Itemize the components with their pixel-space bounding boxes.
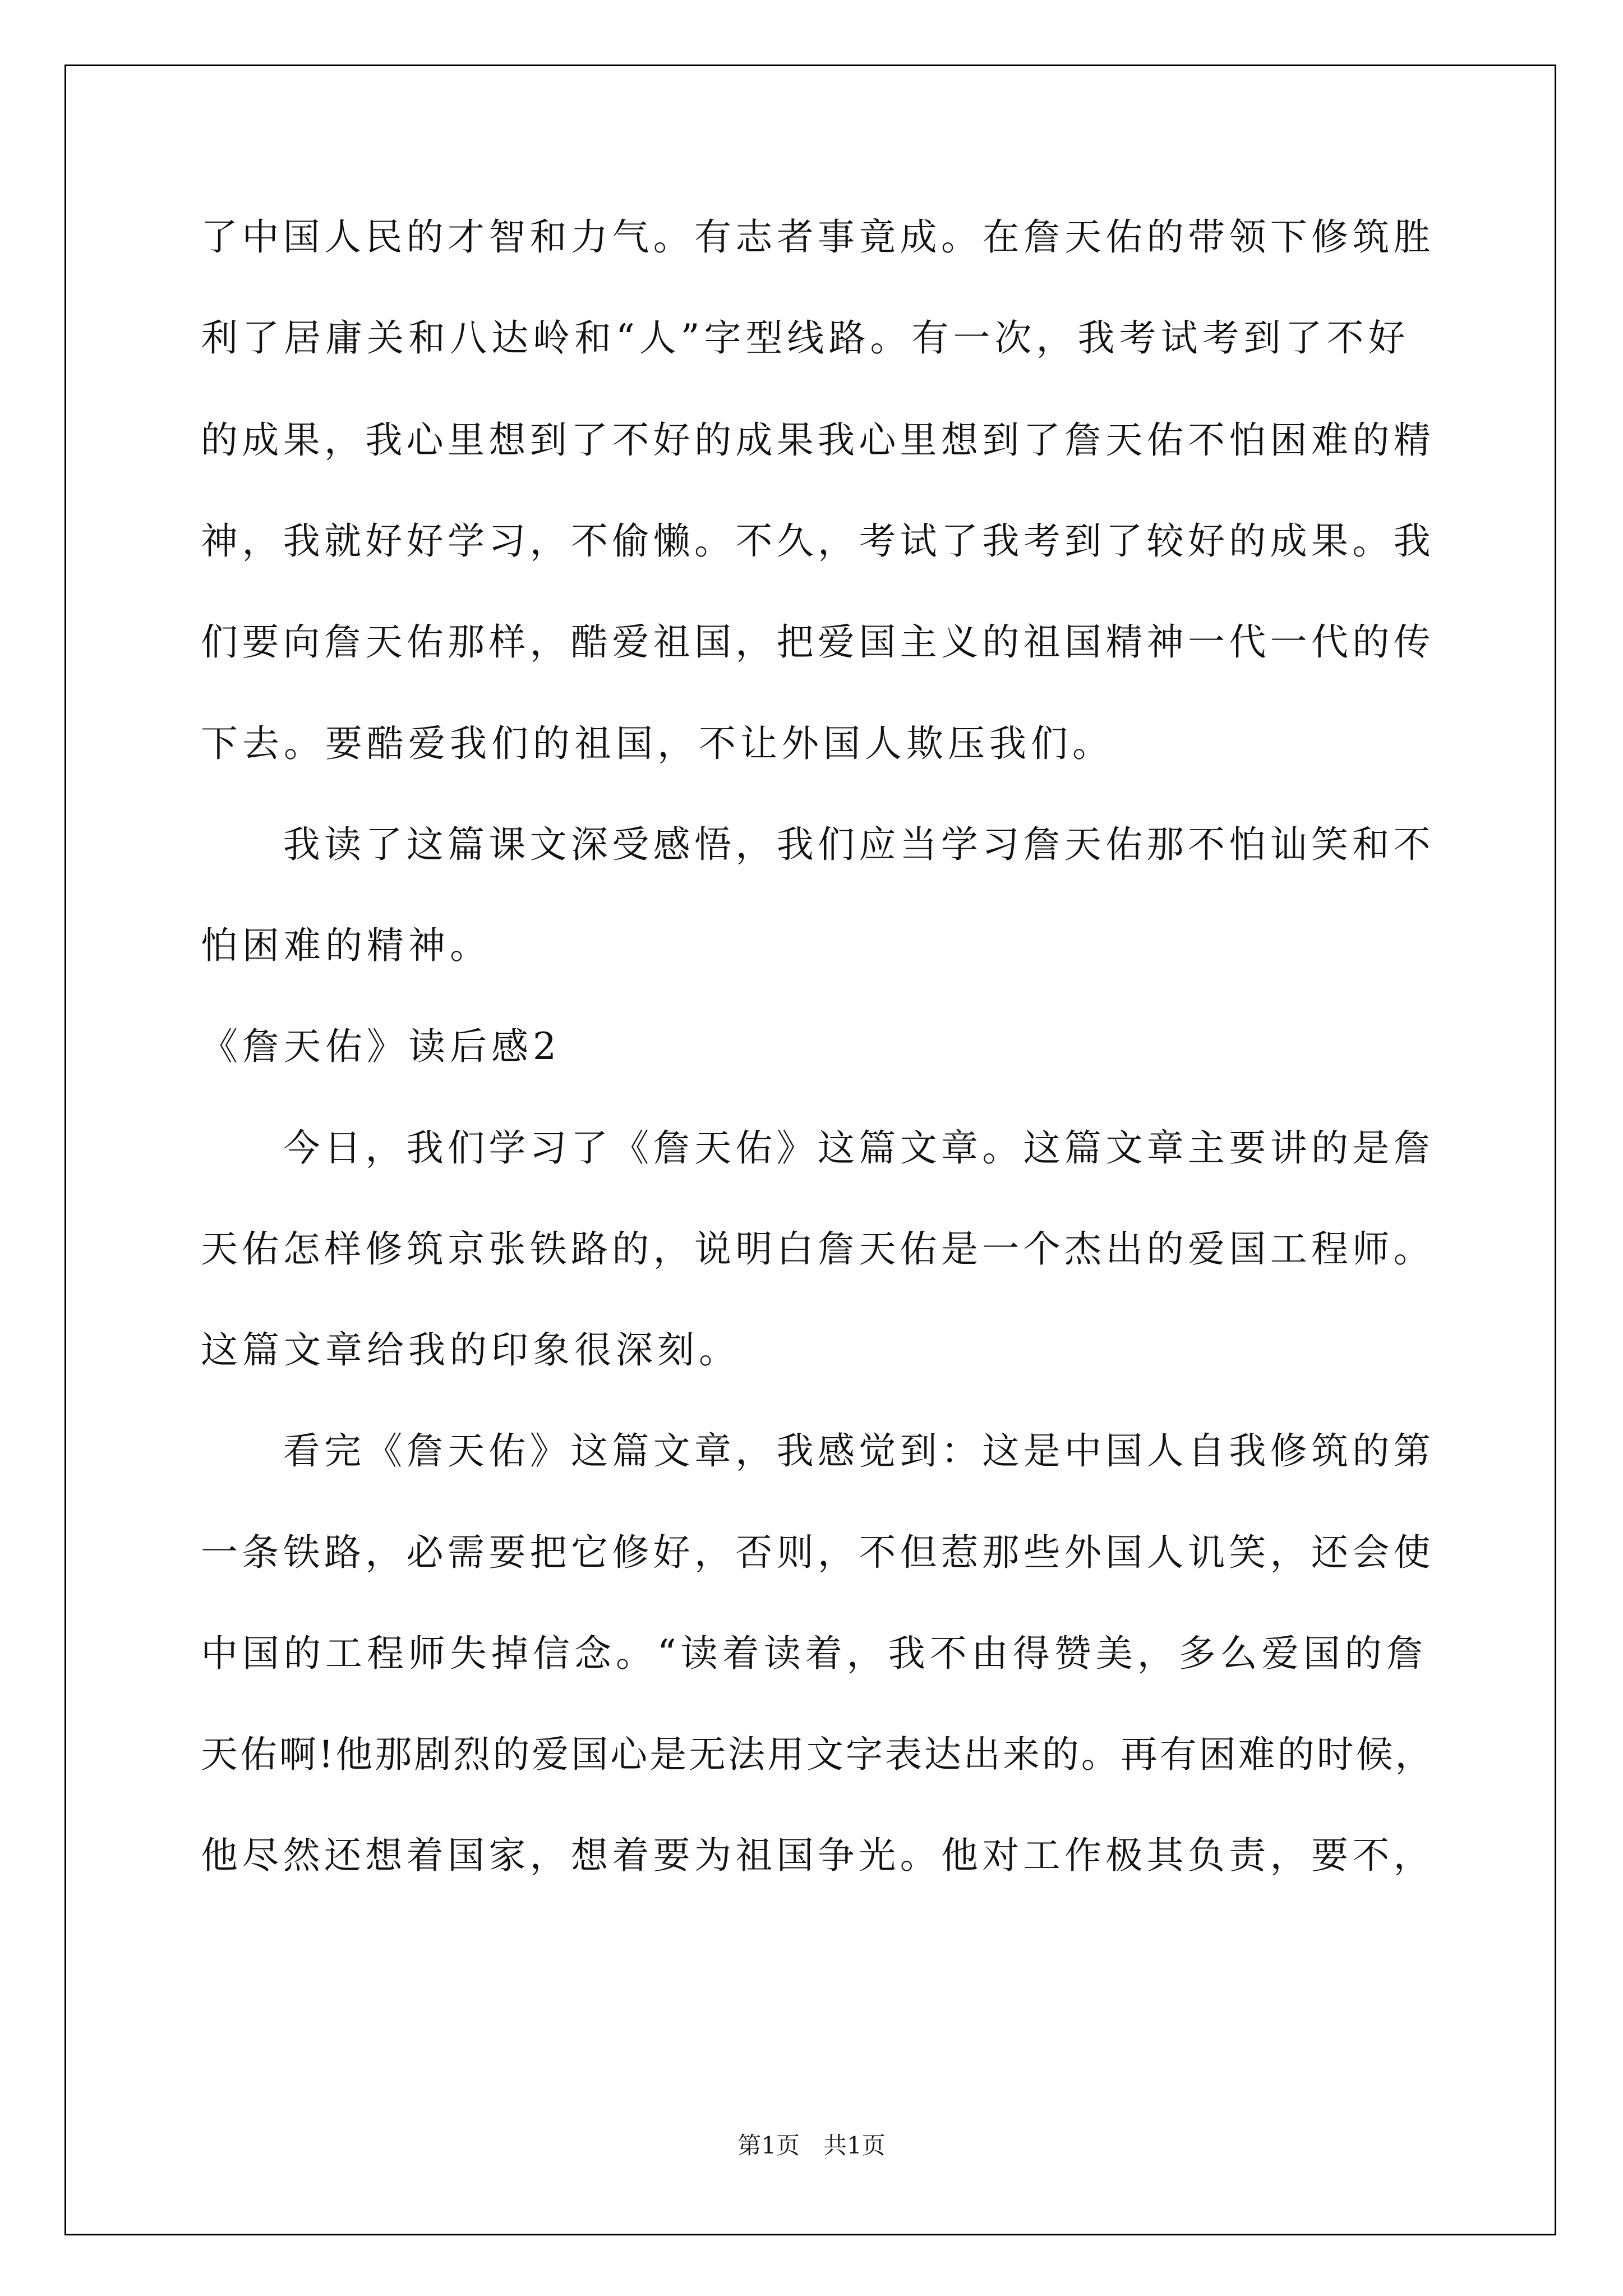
text-line-12: 这篇文章给我的印象很深刻。 xyxy=(201,1328,740,1372)
text-line-10: 今日，我们学习了《詹天佑》这篇文章。这篇文章主要讲的是詹 xyxy=(201,1126,1435,1170)
text-line-8: 怕困难的精神。 xyxy=(201,924,491,967)
page-number-footer: 第1页 共1页 xyxy=(737,2132,886,2159)
text-line-16: 天佑啊!他那剧烈的爱国心是无法用文字表达出来的。再有困难的时候， xyxy=(201,1733,1435,1776)
text-line-2: 利了居庸关和八达岭和“人”字型线路。有一次，我考试考到了不好 xyxy=(201,316,1410,360)
text-line-1: 了中国人民的才智和力气。有志者事竟成。在詹天佑的带领下修筑胜 xyxy=(201,215,1435,259)
text-line-17: 他尽然还想着国家，想着要为祖国争光。他对工作极其负责，要不， xyxy=(201,1834,1435,1877)
text-line-13: 看完《詹天佑》这篇文章，我感觉到：这是中国人自我修筑的第 xyxy=(201,1429,1435,1473)
section-heading: 《詹天佑》读后感2 xyxy=(201,1025,561,1068)
text-line-14: 一条铁路，必需要把它修好，否则，不但惹那些外国人讥笑，还会使 xyxy=(201,1531,1435,1574)
text-line-4: 神，我就好好学习，不偷懒。不久，考试了我考到了较好的成果。我 xyxy=(201,519,1435,563)
text-line-6: 下去。要酷爱我们的祖国，不让外国人欺压我们。 xyxy=(201,722,1114,765)
text-line-5: 们要向詹天佑那样，酷爱祖国，把爱国主义的祖国精神一代一代的传 xyxy=(201,620,1435,664)
text-line-11: 天佑怎样修筑京张铁路的，说明白詹天佑是一个杰出的爱国工程师。 xyxy=(201,1227,1435,1271)
text-line-15: 中国的工程师失掉信念。“读着读着，我不由得赞美，多么爱国的詹 xyxy=(201,1632,1428,1675)
text-line-3: 的成果，我心里想到了不好的成果我心里想到了詹天佑不怕困难的精 xyxy=(201,418,1435,462)
text-line-7: 我读了这篇课文深受感悟，我们应当学习詹天佑那不怕讪笑和不 xyxy=(201,823,1435,866)
